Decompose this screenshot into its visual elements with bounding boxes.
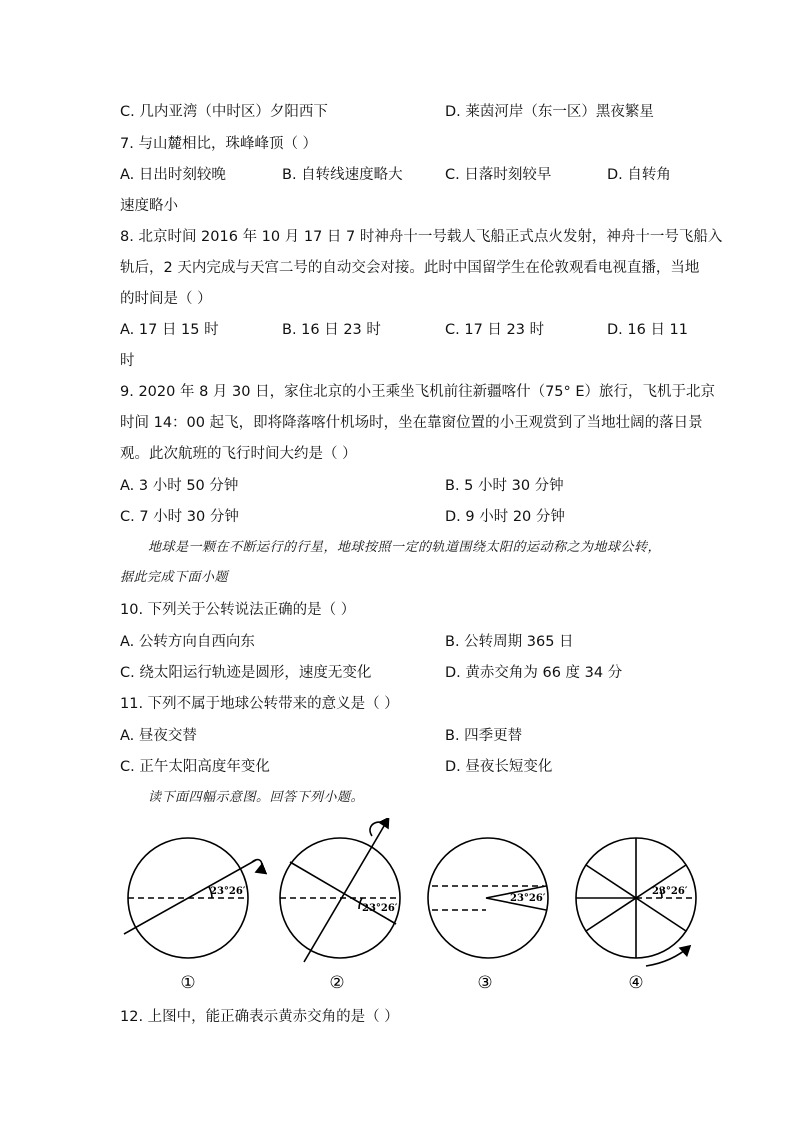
q12-stem: 12. 上图中，能正确表示黄赤交角的是（ ） bbox=[120, 1009, 399, 1025]
q11-stem: 11. 下列不属于地球公转带来的意义是（ ） bbox=[120, 696, 399, 712]
q8-stem-line-1: 8. 北京时间 2016 年 10 月 17 日 7 时神舟十一号载人飞船正式点火发射，神舟十一号飞船入 bbox=[120, 229, 723, 245]
q9-stem-line-3: 观。此次航班的飞行时间大约是（ ） bbox=[120, 446, 357, 462]
q10-option-b: B. 公转周期 365 日 bbox=[445, 634, 574, 650]
q11-option-a: A. 昼夜交替 bbox=[120, 728, 197, 744]
q8-stem-line-3: 的时间是（ ） bbox=[120, 291, 212, 307]
q9-option-b: B. 5 小时 30 分钟 bbox=[445, 478, 564, 494]
diagram-1-label: ① bbox=[180, 973, 196, 993]
q11-option-d: D. 昼夜长短变化 bbox=[445, 759, 553, 775]
diagram-2 bbox=[280, 822, 400, 962]
q6-option-d: D. 莱茵河岸（东一区）黑夜繁星 bbox=[445, 104, 654, 120]
q7-option-d: D. 自转角 bbox=[607, 167, 671, 183]
q8-option-a: A. 17 日 15 时 bbox=[120, 322, 219, 338]
q7-option-b: B. 自转线速度略大 bbox=[282, 167, 403, 183]
diagram-3-label: ③ bbox=[477, 973, 493, 993]
q8-option-d: D. 16 日 11 bbox=[607, 322, 689, 338]
q8-option-d-wrap: 时 bbox=[120, 353, 135, 369]
diagram-3-angle-label: 23°26′ bbox=[510, 893, 546, 904]
intro-10-11-line-1: 地球是一颗在不断运行的行星，地球按照一定的轨道围绕太阳的运动称之为地球公转， bbox=[148, 540, 662, 555]
q10-option-d: D. 黄赤交角为 66 度 34 分 bbox=[445, 665, 623, 681]
q8-stem-line-2: 轨后，2 天内完成与天宫二号的自动交会对接。此时中国留学生在伦敦观看电视直播，当地 bbox=[120, 260, 700, 276]
diagram-2-label: ② bbox=[329, 973, 345, 993]
q10-stem: 10. 下列关于公转说法正确的是（ ） bbox=[120, 602, 356, 618]
q9-stem-line-2: 时间 14：00 起飞，即将降落喀什机场时，坐在靠窗位置的小王观赏到了当地壮阔的落日景 bbox=[120, 415, 703, 431]
q7-option-a: A. 日出时刻较晚 bbox=[120, 167, 226, 183]
q9-option-d: D. 9 小时 20 分钟 bbox=[445, 509, 565, 525]
q11-option-b: B. 四季更替 bbox=[445, 728, 523, 744]
q9-stem-line-1: 9. 2020 年 8 月 30 日，家住北京的小王乘坐飞机前往新疆喀什（75° E）旅行，飞机于北京 bbox=[120, 384, 716, 400]
diagram-1 bbox=[124, 838, 262, 958]
q9-option-a: A. 3 小时 50 分钟 bbox=[120, 478, 239, 494]
q11-option-c: C. 正午太阳高度年变化 bbox=[120, 759, 270, 775]
q8-option-c: C. 17 日 23 时 bbox=[445, 322, 545, 338]
q7-stem: 7. 与山麓相比，珠峰峰顶（ ） bbox=[120, 136, 318, 152]
diagram-4-label: ④ bbox=[628, 973, 644, 993]
q10-option-c: C. 绕太阳运行轨迹是圆形，速度无变化 bbox=[120, 665, 372, 681]
diagram-4 bbox=[576, 838, 696, 966]
intro-12: 读下面四幅示意图。回答下列小题。 bbox=[148, 790, 365, 805]
diagram-2-angle-label: 23°26′ bbox=[362, 903, 398, 914]
q9-option-c: C. 7 小时 30 分钟 bbox=[120, 509, 239, 525]
q7-option-c: C. 日落时刻较早 bbox=[445, 167, 552, 183]
q10-option-a: A. 公转方向自西向东 bbox=[120, 634, 255, 650]
q7-option-d-wrap: 速度略小 bbox=[120, 198, 178, 214]
q6-option-c: C. 几内亚湾（中时区）夕阳西下 bbox=[120, 104, 328, 120]
diagram-1-angle-label: 23°26′ bbox=[210, 886, 246, 897]
q8-option-b: B. 16 日 23 时 bbox=[282, 322, 381, 338]
intro-10-11-line-2: 据此完成下面小题 bbox=[120, 570, 229, 585]
obliquity-diagrams bbox=[0, 818, 794, 1018]
diagram-4-angle-label: 23°26′ bbox=[652, 886, 688, 897]
